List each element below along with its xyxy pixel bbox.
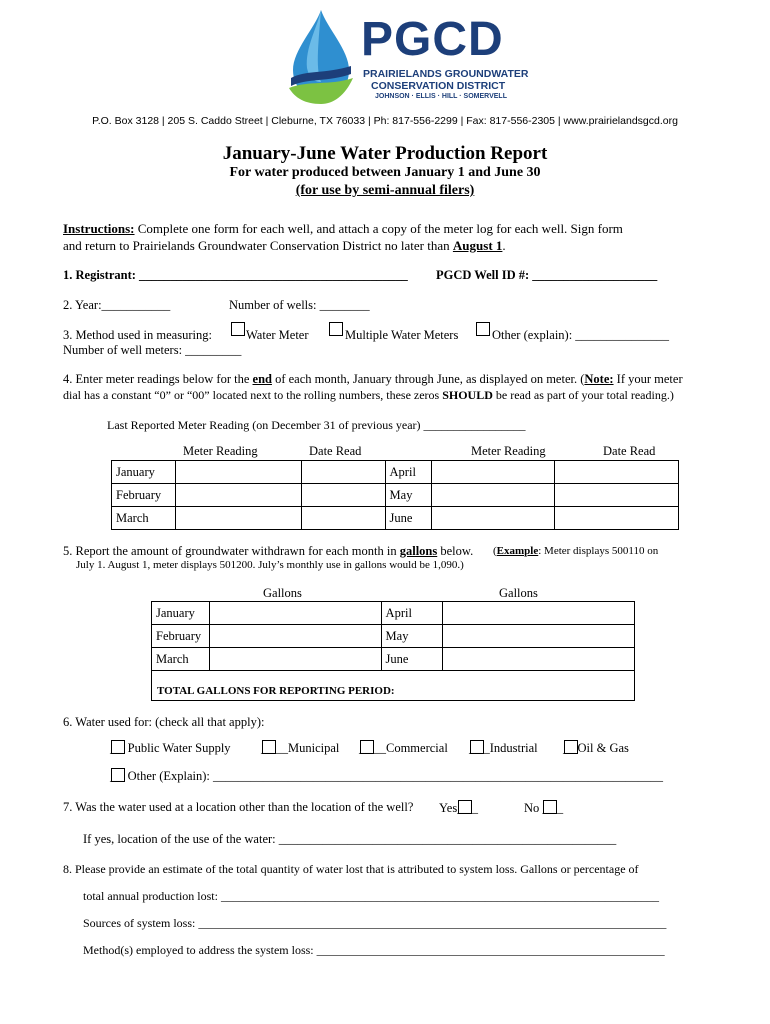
logo-line2: CONSERVATION DISTRICT (371, 80, 506, 92)
number-of-wells-field[interactable]: Number of wells: ________ (229, 298, 370, 312)
date-read-cell[interactable] (555, 461, 679, 484)
month-cell: May (385, 484, 431, 507)
month-cell: February (152, 625, 210, 648)
water-meter-checkbox[interactable] (231, 322, 245, 336)
q4-text: 4. Enter meter readings below for the (63, 372, 253, 386)
q5-gallons: gallons (399, 544, 438, 558)
table-row (152, 625, 635, 648)
gallons-cell[interactable] (443, 602, 635, 625)
gallons-cell[interactable] (443, 625, 635, 648)
use-option-commercial[interactable]: __ __Commercial (359, 741, 448, 755)
meter-reading-cell[interactable] (175, 484, 301, 507)
instructions-text2: and return to Prairielands Groundwater Conservation District no later than (63, 238, 453, 253)
instructions (63, 221, 623, 237)
water-drop-icon (285, 8, 357, 106)
option-label: Commercial (386, 741, 448, 755)
q4-line2 (63, 388, 674, 403)
col-date-read-2: Date Read (603, 444, 656, 458)
well-id-field[interactable]: PGCD Well ID #: ____________________ (436, 268, 658, 282)
date-read-cell[interactable] (301, 507, 385, 530)
q4-text5: be read as part of your total reading.) (492, 388, 674, 402)
q5-example-text: : Meter displays 500110 on (538, 545, 659, 557)
month-cell: April (381, 602, 443, 625)
q5-line1 (63, 544, 473, 559)
instructions-line2 (63, 238, 506, 254)
col-gallons-left: Gallons (263, 586, 302, 600)
annual-loss-field[interactable]: total annual production lost: _________________________________________________________________________ (83, 889, 659, 903)
checkbox[interactable] (564, 740, 578, 754)
q7-no[interactable]: No __ _ (524, 801, 564, 815)
checkbox[interactable] (470, 740, 484, 754)
col-meter-reading: Meter Reading (183, 444, 258, 458)
instructions-label: Instructions: (63, 221, 135, 236)
option-label: Municipal (288, 741, 340, 755)
date-read-cell[interactable] (301, 461, 385, 484)
q5-paren: ( (493, 545, 497, 557)
other-method-field[interactable]: Other (explain): _______________ (492, 328, 670, 342)
other-method-checkbox[interactable] (476, 322, 490, 336)
q6-label: 6. Water used for: (check all that apply): (63, 715, 265, 729)
use-option-oil-gas[interactable]: __ Oil & Gas (563, 741, 629, 755)
checkbox[interactable] (111, 768, 125, 782)
date-read-cell[interactable] (301, 484, 385, 507)
logo-line1: PRAIRIELANDS GROUNDWATER (363, 68, 529, 80)
month-cell: March (152, 648, 210, 671)
col-date-read: Date Read (309, 444, 362, 458)
q4-note: Note: (584, 372, 614, 386)
checkbox[interactable] (360, 740, 374, 754)
logo (285, 8, 535, 106)
gallons-table (151, 601, 635, 671)
month-cell: February (112, 484, 176, 507)
no-checkbox[interactable] (543, 800, 557, 814)
col-meter-reading-2: Meter Reading (471, 444, 546, 458)
logo-line3: JOHNSON · ELLIS · HILL · SOMERVELL (375, 93, 507, 100)
period: . (502, 238, 506, 253)
use-option-public[interactable]: __ Public Water Supply (110, 741, 231, 755)
deadline: August 1 (452, 238, 503, 253)
option-label: Industrial (489, 741, 538, 755)
subtitle-filers: (for use by semi-annual filers) (295, 183, 475, 198)
month-cell: January (112, 461, 176, 484)
no-label: No (524, 801, 540, 815)
date-read-cell[interactable] (555, 507, 679, 530)
meter-reading-cell[interactable] (175, 507, 301, 530)
month-cell: June (381, 648, 443, 671)
checkbox[interactable] (262, 740, 276, 754)
q5-line2: July 1. August 1, meter displays 501200. July’s monthly use in gallons would be 1,090.) (76, 559, 464, 571)
gallons-cell[interactable] (443, 648, 635, 671)
q4-end: end (252, 372, 272, 386)
meter-reading-cell[interactable] (431, 484, 555, 507)
total-gallons-field[interactable]: TOTAL GALLONS FOR REPORTING PERIOD: (157, 685, 395, 697)
last-reading-field[interactable]: Last Reported Meter Reading (on December 31 of previous year) _________________ (107, 418, 526, 432)
logo-title: PGCD (361, 13, 504, 66)
month-cell: June (385, 507, 431, 530)
water-meter-label: Water Meter (246, 328, 309, 342)
loss-sources-field[interactable]: Sources of system loss: ______________________________________________________________________________ (83, 916, 667, 930)
q7-yes[interactable]: Yes__ _ (439, 801, 478, 815)
loss-method-field[interactable]: Method(s) employed to address the system loss: __________________________________________________________ (83, 943, 665, 957)
month-cell: April (385, 461, 431, 484)
number-of-meters-field[interactable]: Number of well meters: _________ (63, 343, 242, 357)
yes-label: Yes (439, 801, 458, 815)
address-line: P.O. Box 3128 | 205 S. Caddo Street | Cleburne, TX 76033 | Ph: 817-556-2299 | Fax: 817-556-2305 | www.prairielandsgcd.org (92, 115, 678, 127)
table-row (152, 602, 635, 625)
q4-should: SHOULD (442, 388, 493, 402)
yes-checkbox[interactable] (458, 800, 472, 814)
use-option-municipal[interactable]: __ __Municipal (261, 741, 340, 755)
checkbox[interactable] (111, 740, 125, 754)
subtitle: For water produced between January 1 and June 30 (229, 165, 541, 180)
location-field[interactable]: If yes, location of the use of the water: ______________________________________________________ (83, 832, 617, 846)
month-cell: March (112, 507, 176, 530)
method-label: 3. Method used in measuring: (63, 328, 212, 342)
month-cell: January (152, 602, 210, 625)
meter-reading-cell[interactable] (431, 461, 555, 484)
q5-text: 5. Report the amount of groundwater withdrawn for each month in (63, 544, 400, 558)
gallons-cell[interactable] (209, 625, 381, 648)
q5-text2: below. (437, 544, 474, 558)
col-gallons-right: Gallons (499, 586, 538, 600)
meter-reading-cell[interactable] (431, 507, 555, 530)
q7-label: 7. Was the water used at a location other than the location of the well? (63, 800, 414, 814)
use-option-other[interactable]: __ Other (Explain): ________________________________________________________________________ (110, 769, 664, 783)
option-label: Public Water Supply (127, 741, 231, 755)
year-field[interactable]: 2. Year:___________ (63, 298, 171, 312)
q5-example (493, 545, 658, 557)
q8-label: 8. Please provide an estimate of the total quantity of water lost that is attributed to system loss. Gallons or percentage of (63, 862, 639, 876)
meter-readings-table (111, 460, 679, 530)
multiple-meters-checkbox[interactable] (329, 322, 343, 336)
meter-reading-cell[interactable] (175, 461, 301, 484)
q5-example-label: Example (496, 545, 539, 557)
q4-text4: dial has a constant “0” or “00” located next to the rolling numbers, these zeros (63, 388, 443, 402)
instructions-text: Complete one form for each well, and attach a copy of the meter log for each well. Sign form (134, 221, 623, 236)
q4-line1 (63, 372, 683, 387)
other-explain-field[interactable]: Other (Explain): ________________________________________________________________________ (127, 769, 664, 783)
option-label: Oil & Gas (577, 741, 629, 755)
table-row (112, 461, 679, 484)
multiple-meters-label: Multiple Water Meters (345, 328, 459, 342)
month-cell: May (381, 625, 443, 648)
date-read-cell[interactable] (555, 484, 679, 507)
table-row (112, 507, 679, 530)
q4-text3: If your meter (613, 372, 683, 386)
gallons-cell[interactable] (209, 648, 381, 671)
table-row (152, 648, 635, 671)
page-title: January-June Water Production Report (222, 143, 548, 164)
use-option-industrial[interactable]: __ _Industrial (469, 741, 538, 755)
table-row (112, 484, 679, 507)
q4-text2: of each month, January through June, as displayed on meter. ( (271, 372, 585, 386)
gallons-cell[interactable] (209, 602, 381, 625)
registrant-field[interactable]: 1. Registrant: ___________________________________________ (63, 268, 408, 282)
